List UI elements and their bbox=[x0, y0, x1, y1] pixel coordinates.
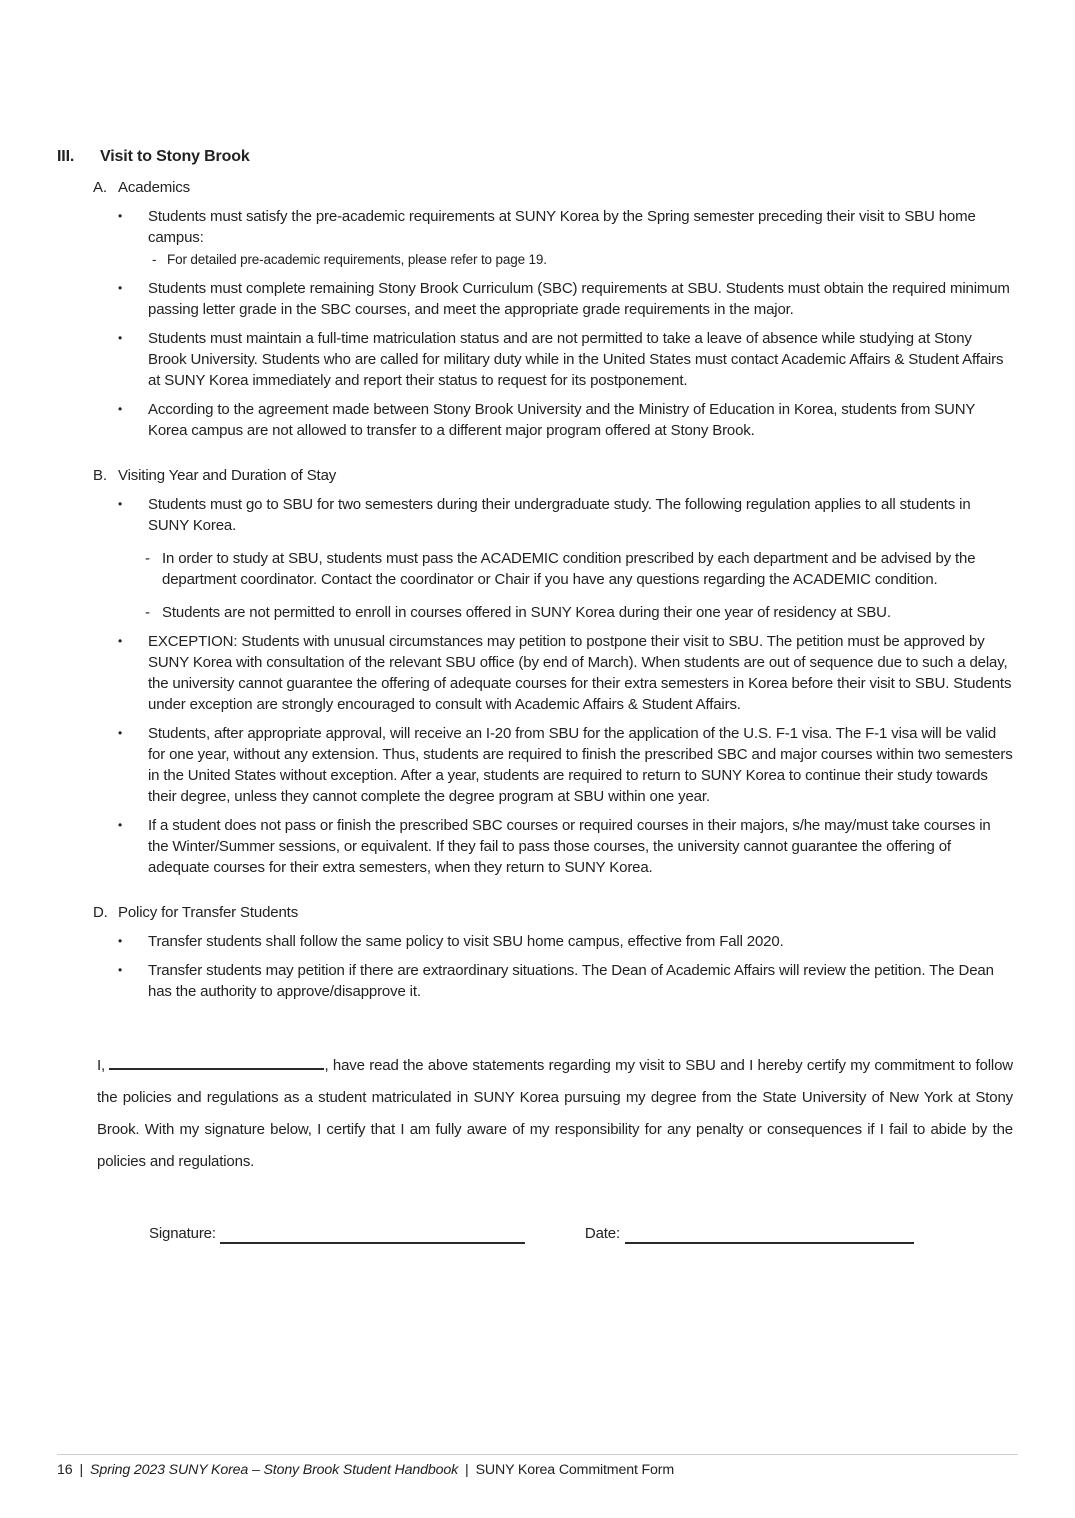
heading-number: III. bbox=[57, 148, 75, 165]
certification-prefix: I, bbox=[97, 1057, 106, 1074]
section-a-header bbox=[93, 177, 1013, 198]
bullet-marker: • bbox=[118, 818, 123, 832]
bullet-marker: • bbox=[118, 209, 123, 223]
bullet-item bbox=[118, 399, 1013, 441]
section-transfer-students bbox=[57, 902, 1013, 1002]
section-d-letter: D. bbox=[93, 904, 108, 921]
section-b-header bbox=[93, 465, 1013, 486]
date-line[interactable] bbox=[625, 1228, 914, 1244]
bullet-text: If a student does not pass or finish the prescribed SBC courses or required courses in their majors, s/he may/must take courses in the Winter/Summer sessions, or equivalent. If they fail to pass those courses, the university cannot guarantee the offering of adequate courses for their extra semesters, when they return to SUNY Korea. bbox=[148, 817, 991, 876]
bullet-marker: • bbox=[118, 402, 123, 416]
certification-text: , have read the above statements regarding my visit to SBU and I hereby certify my commitment to follow the policies and regulations as a student matriculated in SUNY Korea pursuing my degree from the State University of New York at Stony Brook. With my signature below, I certify that I am fully aware of my responsibility for any penalty or consequences if I fail to abide by the policies and regulations. bbox=[97, 1057, 1013, 1170]
dash-marker: - bbox=[145, 604, 150, 621]
sub-item-text: Students are not permitted to enroll in courses offered in SUNY Korea during their one year of residency at SBU. bbox=[162, 604, 891, 621]
bullet-text: Students must maintain a full-time matriculation status and are not permitted to take a leave of absence while studying at Stony Brook University. Students who are called for military duty while in the United States must contact Academic Affairs & Student Affairs at SUNY Korea immediately and report their status to request for its postponement. bbox=[148, 330, 1004, 389]
name-blank-line[interactable] bbox=[109, 1056, 324, 1070]
bullet-item bbox=[118, 723, 1013, 807]
section-b-letter: B. bbox=[93, 467, 107, 484]
date-label: Date: bbox=[584, 1225, 620, 1242]
section-visiting-year bbox=[57, 465, 1013, 878]
sub-item bbox=[152, 250, 1013, 270]
page-content bbox=[57, 146, 1013, 1244]
bullet-marker: • bbox=[118, 963, 123, 977]
bullet-text: EXCEPTION: Students with unusual circumstances may petition to postpone their visit to SBU. The petition must be approved by SUNY Korea with consultation of the relevant SBU office (by end of March). When students are out of sequence due to such a delay, the university cannot guarantee the offering of adequate courses for their extra semesters in Korea before their visit to SBU. Students under exception are strongly encouraged to consult with Academic Affairs & Student Affairs. bbox=[148, 633, 1012, 713]
bullet-item bbox=[118, 960, 1013, 1002]
bullet-marker: • bbox=[118, 497, 123, 511]
bullet-text: Students, after appropriate approval, will receive an I-20 from SBU for the application of the U.S. F-1 visa. The F-1 visa will be valid for one year, without any extension. Thus, students are required to finish the prescribed SBC and major courses within two semesters in the United States without exception. After a year, students are required to return to SUNY Korea to continue their study towards their degree, unless they cannot complete the degree program at SBU within one year. bbox=[148, 725, 1013, 805]
section-heading bbox=[57, 146, 1013, 167]
bullet-marker: • bbox=[118, 634, 123, 648]
page-title: Visit to Stony Brook bbox=[100, 148, 250, 165]
bullet-item bbox=[118, 278, 1013, 320]
page-footer bbox=[57, 1454, 1018, 1478]
bullet-item bbox=[118, 815, 1013, 878]
bullet-text: Transfer students shall follow the same policy to visit SBU home campus, effective from Fall 2020. bbox=[148, 933, 784, 950]
bullet-text: Students must complete remaining Stony Brook Curriculum (SBC) requirements at SBU. Students must obtain the required minimum passing letter grade in the SBC courses, and meet the appropriate grade requirements in the major. bbox=[148, 280, 1010, 318]
section-d-title: Policy for Transfer Students bbox=[118, 904, 299, 921]
bullet-item bbox=[118, 494, 1013, 536]
section-b-title: Visiting Year and Duration of Stay bbox=[118, 467, 337, 484]
bullet-marker: • bbox=[118, 934, 123, 948]
bullet-marker: • bbox=[118, 281, 123, 295]
footer-separator: | bbox=[465, 1462, 469, 1478]
date-group bbox=[585, 1224, 914, 1244]
signature-line[interactable] bbox=[220, 1228, 525, 1244]
bullet-marker: • bbox=[118, 331, 123, 345]
footer-separator: | bbox=[79, 1462, 84, 1478]
sub-item-text: In order to study at SBU, students must pass the ACADEMIC condition prescribed by each department and be advised by the department coordinator. Contact the coordinator or Chair if you have any questions regarding the ACADEMIC condition. bbox=[162, 550, 976, 588]
footer-form-name: SUNY Korea Commitment Form bbox=[475, 1462, 675, 1478]
bullet-item bbox=[118, 206, 1013, 248]
bullet-text: Students must go to SBU for two semesters during their undergraduate study. The following regulation applies to all students in SUNY Korea. bbox=[148, 496, 971, 534]
bullet-text: Transfer students may petition if there are extraordinary situations. The Dean of Academic Affairs will review the petition. The Dean has the authority to approve/disapprove it. bbox=[148, 962, 994, 1000]
sub-item bbox=[145, 602, 1013, 623]
footer-handbook-title: Spring 2023 SUNY Korea – Stony Brook Student Handbook bbox=[90, 1462, 459, 1478]
section-a-letter: A. bbox=[93, 179, 107, 196]
bullet-item bbox=[118, 931, 1013, 952]
signature-date-row bbox=[149, 1224, 1013, 1244]
sub-item-text: For detailed pre-academic requirements, please refer to page 19. bbox=[167, 252, 547, 267]
dash-marker: - bbox=[152, 252, 157, 267]
dash-marker: - bbox=[145, 550, 150, 567]
bullet-marker: • bbox=[118, 726, 123, 740]
bullet-item bbox=[118, 328, 1013, 391]
sub-item bbox=[145, 548, 1013, 590]
bullet-item bbox=[118, 631, 1013, 715]
signature-label: Signature: bbox=[149, 1225, 216, 1242]
section-academics bbox=[57, 177, 1013, 441]
footer-page-number: 16 bbox=[57, 1462, 73, 1478]
certification-paragraph bbox=[97, 1050, 1013, 1178]
section-a-title: Academics bbox=[118, 179, 191, 196]
bullet-text: According to the agreement made between Stony Brook University and the Ministry of Education in Korea, students from SUNY Korea campus are not allowed to transfer to a different major program offered at Stony Brook. bbox=[148, 401, 976, 439]
section-d-header bbox=[93, 902, 1013, 923]
bullet-text: Students must satisfy the pre-academic requirements at SUNY Korea by the Spring semester preceding their visit to SBU home campus: bbox=[148, 208, 976, 246]
